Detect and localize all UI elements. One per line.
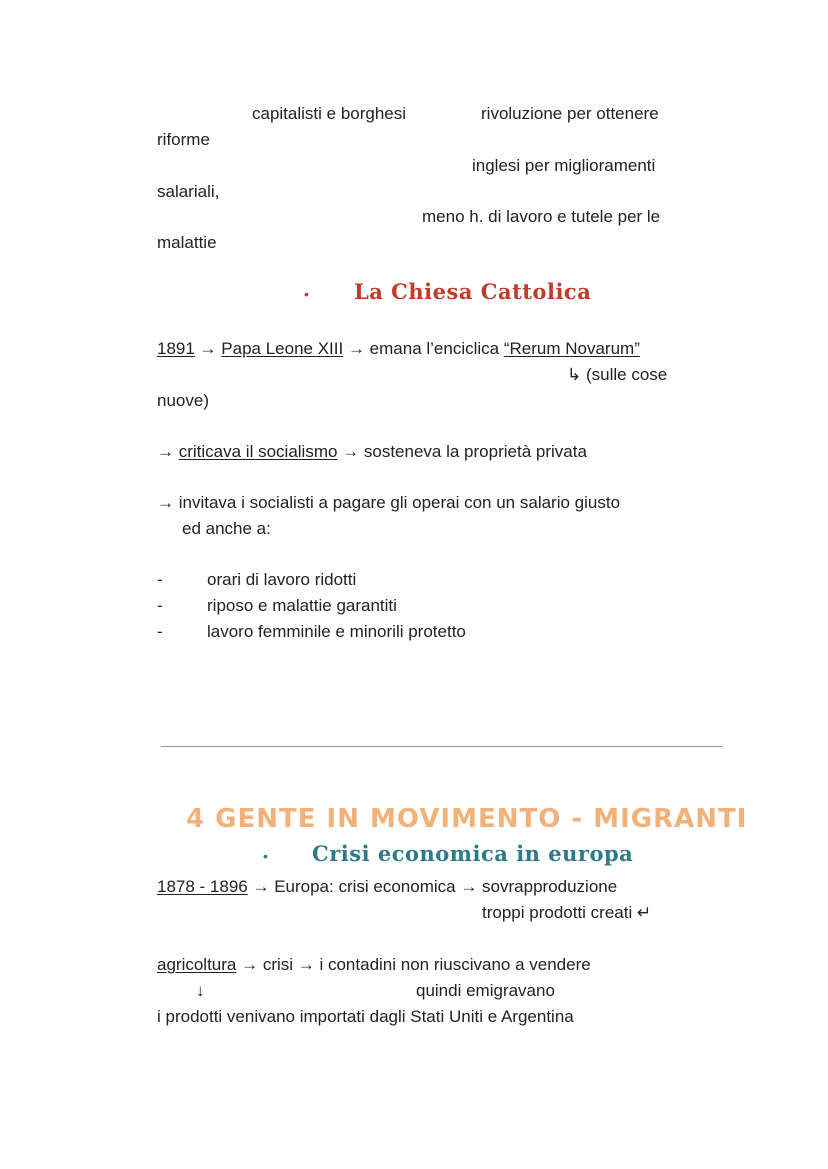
section2-para-1-note: troppi prodotti creati ↵ xyxy=(482,903,652,922)
section1-heading: La Chiesa Cattolica xyxy=(354,279,592,304)
section1-note-a: ↳ (sulle cose xyxy=(567,365,668,384)
intro-text-6: malattie xyxy=(157,233,217,252)
para-2-rest: → sosteneva la proprietà privata xyxy=(337,442,587,461)
list-item: orari di lavoro ridotti xyxy=(207,570,357,589)
down-arrow: ↓ xyxy=(196,981,205,1000)
intro-text-1b: rivoluzione per ottenere xyxy=(481,104,659,123)
section2-para-3: i prodotti venivano importati dagli Stati Uniti e Argentina xyxy=(157,1007,574,1026)
intro-text-1a: capitalisti e borghesi xyxy=(252,104,407,123)
para-1-mid: → emana l’enciclica xyxy=(343,339,504,358)
list-dash: - xyxy=(157,622,163,641)
section1-bullet: • xyxy=(304,286,309,302)
criticism-text: criticava il socialismo xyxy=(178,442,338,461)
section2-para-2 xyxy=(157,954,591,976)
intro-text-4: salariali, xyxy=(157,182,220,201)
section-divider xyxy=(161,746,722,747)
para-1-rest: → Europa: crisi economica → sovrapproduzione xyxy=(247,877,618,896)
section2-bullet: • xyxy=(263,848,268,864)
years-range: 1878 - 1896 xyxy=(157,877,248,896)
year-1891: 1891 xyxy=(157,339,195,358)
list-dash: - xyxy=(157,596,163,615)
section2-para-2-note: quindi emigravano xyxy=(416,981,555,1000)
list-item: lavoro femminile e minorili protetto xyxy=(207,622,466,641)
pope-name: Papa Leone XIII xyxy=(221,339,344,358)
section1-note-b: nuove) xyxy=(157,391,209,410)
arrow-text: → xyxy=(194,339,222,358)
section1-para-1 xyxy=(157,338,640,360)
para-2-rest: → crisi → i contadini non riuscivano a vendere xyxy=(236,955,591,974)
section1-para-3b: ed anche a: xyxy=(182,519,271,538)
section2-title: 4 GENTE IN MOVIMENTO - MIGRANTI xyxy=(186,804,748,834)
section2-subheading: Crisi economica in europa xyxy=(312,841,634,866)
intro-text-3: inglesi per miglioramenti xyxy=(472,156,656,175)
section2-para-1 xyxy=(157,876,617,898)
list-item: riposo e malattie garantiti xyxy=(207,596,397,615)
agricoltura-text: agricoltura xyxy=(157,955,237,974)
section1-para-2 xyxy=(157,441,587,463)
para-2-arrow: → xyxy=(157,442,179,461)
intro-text-2: riforme xyxy=(157,130,210,149)
encyclical-title: “Rerum Novarum” xyxy=(503,339,640,358)
intro-text-5: meno h. di lavoro e tutele per le xyxy=(422,207,661,226)
section1-para-3a: → invitava i socialisti a pagare gli operai con un salario giusto xyxy=(157,493,621,512)
list-dash: - xyxy=(157,570,163,589)
